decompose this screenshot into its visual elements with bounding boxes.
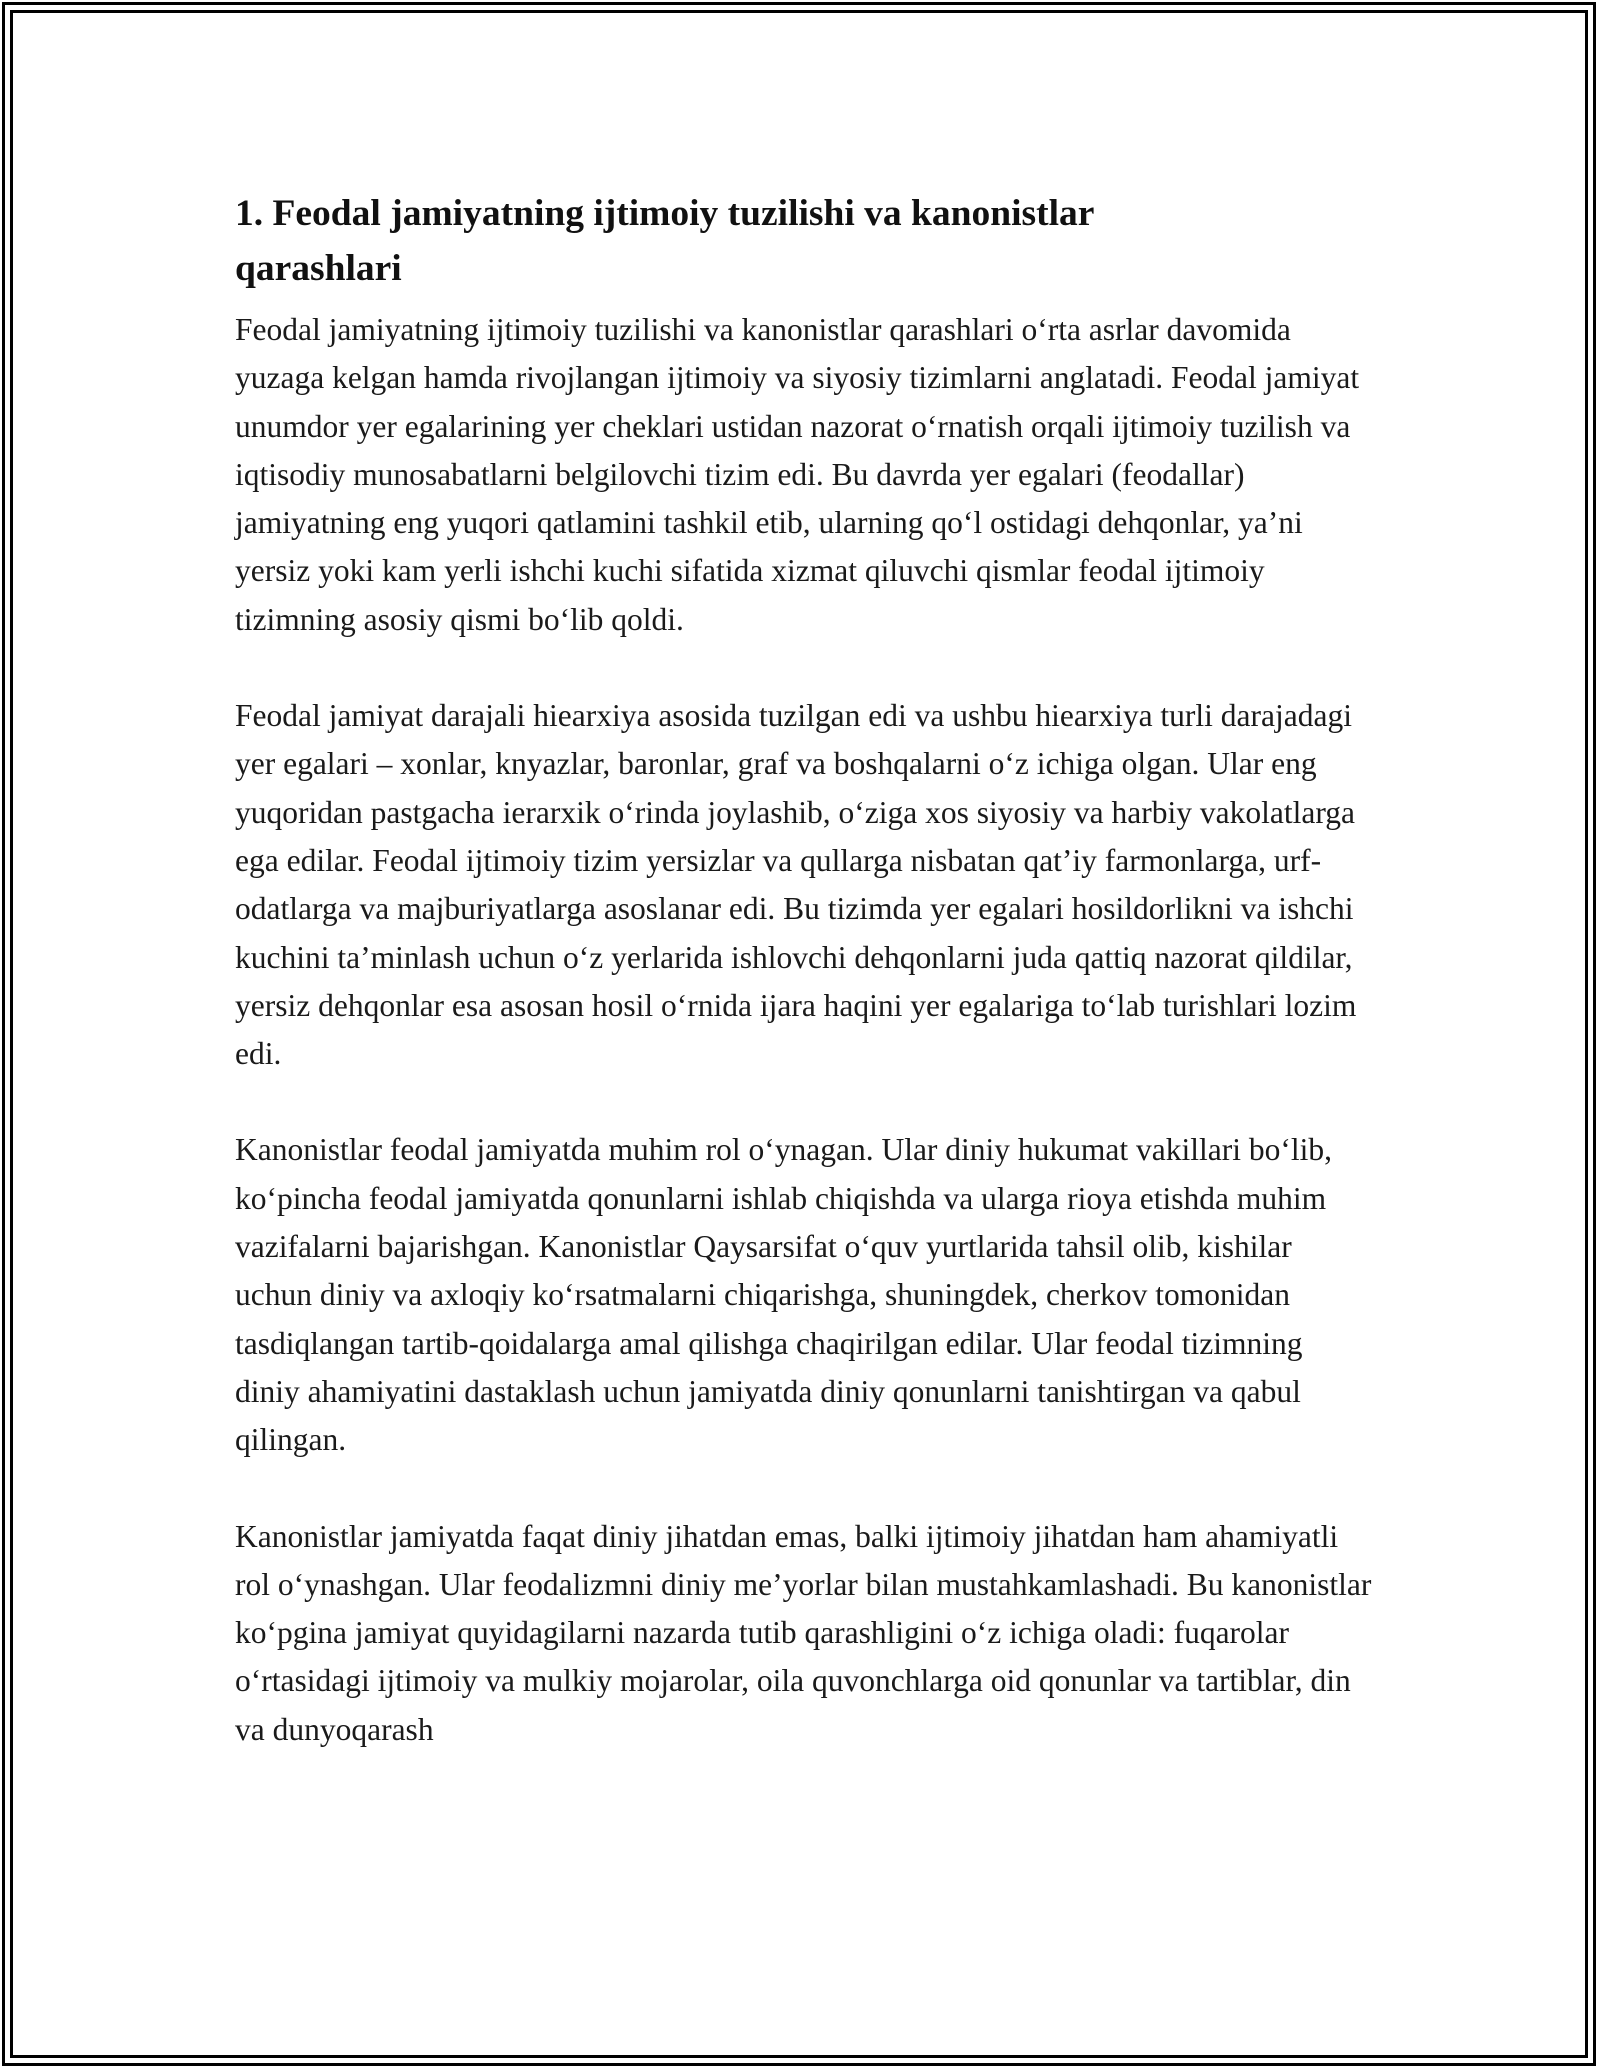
paragraph-3: Kanonistlar feodal jamiyatda muhim rol o‘ynagan. Ular diniy hukumat vakillari bo‘lib, ko‘pincha feodal jamiyatda qonunlarni ishlab chiqishda va ularga rioya etishda muhim vazifalarni bajarishgan. Kanonistlar Qaysarsifat o‘quv yurtlarida tahsil olib, kishilar uchun diniy va axloqiy ko‘rsatmalarni chiqarishga, shuningdek, cherkov tomonidan tasdiqlangan tartib-qoidalarga amal qilishga chaqirilgan edilar. Ular feodal tizimning diniy ahamiyatini dastaklash uchun jamiyatda diniy qonunlarni tanishtirgan va qabul qilingan. [235,1132,1332,1458]
document-body [235,186,1375,1802]
document-title: 1. Feodal jamiyatning ijtimoiy tuzilishi va kanonistlar qarashlari [235,193,1094,289]
paragraph-2: Feodal jamiyat darajali hiearxiya asosida tuzilgan edi va ushbu hiearxiya turli darajadagi yer egalari – xonlar, knyazlar, baronlar, graf va boshqalarni o‘z ichiga olgan. Ular eng yuqoridan pastgacha ierarxik o‘rinda joylashib, o‘ziga xos siyosiy va harbiy vakolatlarga ega edilar. Feodal ijtimoiy tizim yersizlar va qullarga nisbatan qat’iy farmonlarga, urf-odatlarga va majburiyatlarga asoslanar edi. Bu tizimda yer egalari hosildorlikni va ishchi kuchini ta’minlash uchun o‘z yerlarida ishlovchi dehqonlarni juda qattiq nazorat qildilar, yersiz dehqonlar esa asosan hosil o‘rnida ijara haqini yer egalariga to‘lab turishlari lozim edi. [235,698,1357,1072]
paragraph-4: Kanonistlar jamiyatda faqat diniy jihatdan emas, balki ijtimoiy jihatdan ham ahamiyatli rol o‘ynashgan. Ular feodalizmni diniy me’yorlar bilan mustahkamlashadi. Bu kanonistlar ko‘pgina jamiyat quyidagilarni nazarda tutib qarashligini o‘z ichiga oladi: fuqarolar o‘rtasidagi ijtimoiy va mulkiy mojarolar, oila quvonchlarga oid qonunlar va tartiblar, din va dunyoqarash [235,1518,1372,1747]
paragraph-1: Feodal jamiyatning ijtimoiy tuzilishi va kanonistlar qarashlari o‘rta asrlar davomida yuzaga kelgan hamda rivojlangan ijtimoiy va siyosiy tizimlarni anglatadi. Feodal jamiyat unumdor yer egalarining yer cheklari ustidan nazorat o‘rnatish orqali ijtimoiy tuzilish va iqtisodiy munosabatlarni belgilovchi tizim edi. Bu davrda yer egalari (feodallar) jamiyatning eng yuqori qatlamini tashkil etib, ularning qo‘l ostidagi dehqonlar, ya’ni yersiz yoki kam yerli ishchi kuchi sifatida xizmat qiluvchi qismlar feodal ijtimoiy tizimning asosiy qismi bo‘lib qoldi. [235,312,1360,637]
